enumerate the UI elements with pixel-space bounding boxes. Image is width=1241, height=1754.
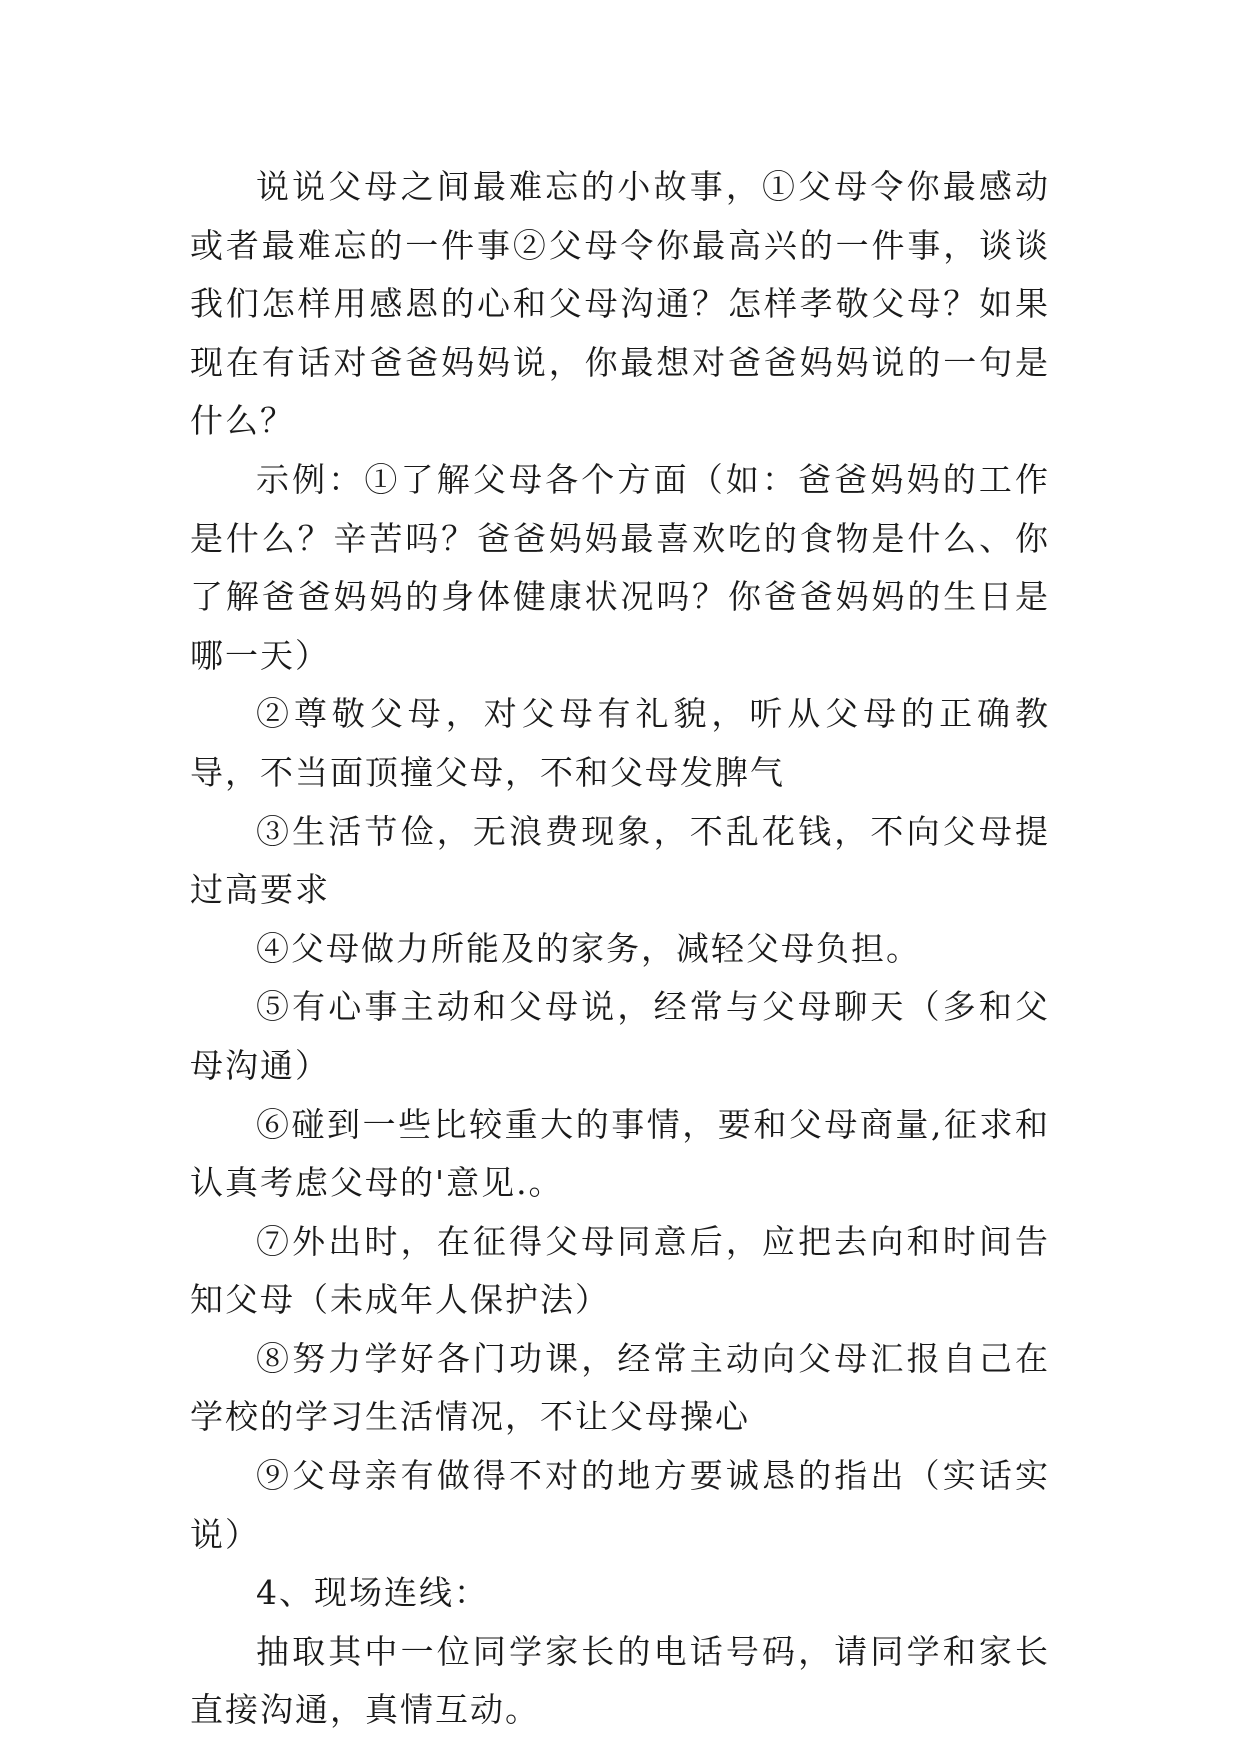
section-heading-live-call: 4、现场连线： (256, 1573, 489, 1613)
paragraph-example-8: ⑧努力学好各门功课，经常主动向父母汇报自己在学校的学习生活情况，不让父母操心 (190, 1338, 1050, 1437)
paragraph-example-1: 示例：①了解父母各个方面（如：爸爸妈妈的工作是什么？辛苦吗？爸爸妈妈最喜欢吃的食物是什么、你了解爸爸妈妈的身体健康状况吗？你爸爸妈妈的生日是哪一天） (190, 459, 1050, 675)
paragraph-example-7: ⑦外出时，在征得父母同意后，应把去向和时间告知父母（未成年人保护法） (190, 1221, 1050, 1320)
paragraph-intro-story: 说说父母之间最难忘的小故事，①父母令你最感动或者最难忘的一件事②父母令你最高兴的一件事，谈谈我们怎样用感恩的心和父母沟通？怎样孝敬父母？如果现在有话对爸爸妈妈说，你最想对爸爸妈妈说的一句是什么？ (190, 167, 1050, 441)
paragraph-example-2: ②尊敬父母，对父母有礼貌，听从父母的正确教导，不当面顶撞父母，不和父母发脾气 (190, 694, 1050, 792)
document-body (190, 158, 1050, 1740)
paragraph-example-3: ③生活节俭，无浪费现象，不乱花钱，不向父母提过高要求 (190, 811, 1050, 910)
paragraph-example-5: ⑤有心事主动和父母说，经常与父母聊天（多和父母沟通） (190, 987, 1050, 1085)
paragraph-live-call: 抽取其中一位同学家长的电话号码，请同学和家长直接沟通，真情互动。 (190, 1631, 1050, 1730)
paragraph-example-6: ⑥碰到一些比较重大的事情，要和父母商量,征求和认真考虑父母的'意见.。 (190, 1104, 1050, 1203)
paragraph-example-9: ⑨父母亲有做得不对的地方要诚恳的指出（实话实说） (190, 1456, 1050, 1554)
paragraph-example-4: ④父母做力所能及的家务，减轻父母负担。 (256, 928, 921, 968)
